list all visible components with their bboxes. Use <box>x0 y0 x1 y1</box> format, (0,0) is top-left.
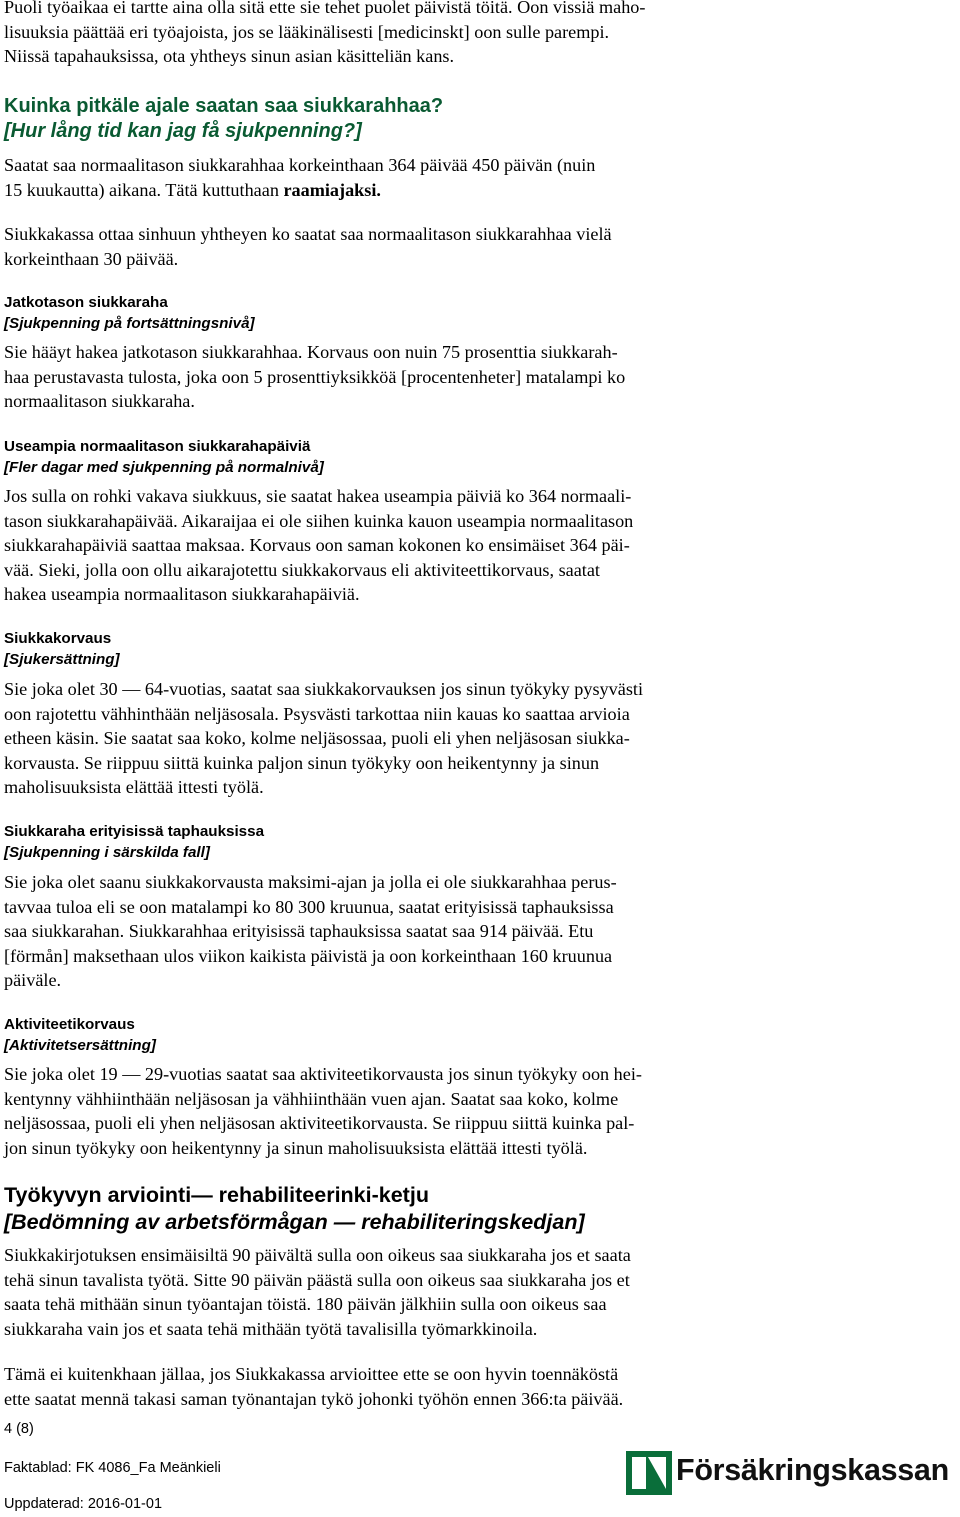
forsakringskassan-logo-icon <box>626 1451 672 1495</box>
text-line: lisuuksia päättää eri työajoista, jos se lääkinälisesti [medicinskt] oon sulle parempi. <box>4 21 610 42</box>
text-line: haa perustavasta tulosta, joka oon 5 prosenttiyksikköä [procentenheter] matalampi ko <box>4 366 626 387</box>
section-heading: Työkyvyn arviointi— rehabiliteerinki-ketju <box>4 1183 429 1207</box>
section-heading-swedish: [Bedömning av arbetsförmågan — rehabiliteringskedjan] <box>4 1210 585 1234</box>
text-line: tason siukkarahapäivää. Aikaraijaa ei ole siihen kuinka kauon useampia normaalitason <box>4 510 634 531</box>
rehab-exception-paragraph <box>4 1362 952 1411</box>
section-heading: Useampia normaalitason siukkarahapäiviä <box>4 438 311 455</box>
text-line: Niissä tapahauksissa, ota yhtheys sinun asian käsitteliän kans. <box>4 46 455 67</box>
text-line: siukkaraha vain jos et saata tehä mithään työtä tavalisilla työmarkkinoila. <box>4 1318 538 1339</box>
bold-term: raamiajaksi. <box>283 179 381 200</box>
text-line: tavvaa tuloa eli se oon matalampi ko 80 300 kruunua, saatat erityisissä taphauksissa <box>4 896 614 917</box>
text-line: maholisuuksista elättää ittesti työlä. <box>4 777 264 798</box>
text-line: oon rajotettu vähhinthään neljäsosala. Psysvästi tarkottaa niin kauas ko saattaa arvioia <box>4 703 630 724</box>
section-more-days <box>4 436 952 478</box>
text-line: hakea useampia normaalitason siukkarahapäiviä. <box>4 584 360 605</box>
section-continued <box>4 292 952 334</box>
section-heading-swedish: [Fler dagar med sjukpenning på normalnivå] <box>4 459 324 476</box>
text-line <box>4 178 952 203</box>
text-line: päiväle. <box>4 970 62 991</box>
duration-paragraph <box>4 153 952 202</box>
section-rehab <box>4 1182 952 1236</box>
section-heading: Kuinka pitkäle ajale saatan saa siukkarahhaa? <box>4 95 444 117</box>
text-line: normaalitason siukkaraha. <box>4 391 195 412</box>
text-line: ette saatat mennä takasi saman työnantajan tykö johonki työhön ennen 366:ta päivää. <box>4 1388 624 1409</box>
section-compensation <box>4 628 952 670</box>
text-line: Sie joka olet saanu siukkakorvausta maksimi-ajan ja jolla ei ole siukkarahhaa perus- <box>4 872 617 892</box>
updated-date: Uppdaterad: 2016-01-01 <box>4 1496 163 1512</box>
activity-paragraph <box>4 1062 952 1160</box>
continued-paragraph <box>4 340 952 414</box>
section-heading-swedish: [Aktivitetsersättning] <box>4 1037 156 1054</box>
duration-contact-paragraph <box>4 222 952 271</box>
section-heading: Siukkakorvaus <box>4 630 112 647</box>
text-line: [förmån] maksethaan ulos viikon kaikista päivistä ja oon korkeinthaan 160 kruunua <box>4 945 613 966</box>
section-heading-swedish: [Sjukpenning på fortsättningsnivå] <box>4 315 255 332</box>
text-segment: 15 kuukautta) aikana. Tätä kuttuthaan <box>4 179 284 200</box>
text-line: korkeinthaan 30 päivää. <box>4 248 179 269</box>
text-line: Sie joka olet 30 — 64-vuotias, saatat saa siukkakorvauksen jos sinun työkyky pysyvästi <box>4 679 644 699</box>
text-line: tehä sinun tavalista työtä. Sitte 90 päivän päästä sulla oon oikeus saa siukkaraha jos et <box>4 1269 630 1290</box>
text-line: korvausta. Se riippuu siittä kuinka paljon sinun työkyky oon heikentynny ja sinun <box>4 752 600 773</box>
intro-paragraph <box>4 0 952 69</box>
compensation-paragraph <box>4 677 952 800</box>
text-line: etheen käsin. Sie saatat saa koko, kolme neljäsossaa, puoli eli yhen neljäsosan siukka- <box>4 728 630 749</box>
section-heading-swedish: [Sjukpenning i särskilda fall] <box>4 844 210 861</box>
text-line: Puoli työaikaa ei tartte aina olla sitä ette sie tehet puolet päivistä töitä. Oon vissiä maho- <box>4 0 646 17</box>
text-line: Siukkakirjotuksen ensimäisiltä 90 päivältä sulla oon oikeus saa siukkaraha jos et saata <box>4 1245 631 1265</box>
text-line: jon sinun työkyky oon heikentynny ja sinun maholisuuksista elättää ittesti työlä. <box>4 1137 588 1158</box>
special-paragraph <box>4 870 952 993</box>
rehab-paragraph <box>4 1243 952 1341</box>
page-number: 4 (8) <box>4 1421 34 1437</box>
section-heading: Aktiviteetikorvaus <box>4 1016 135 1033</box>
text-line: Siukkakassa ottaa sinhuun yhtheyen ko saatat saa normaalitason siukkarahhaa vielä <box>4 224 612 244</box>
factsheet-id: Faktablad: FK 4086_Fa Meänkieli <box>4 1460 221 1476</box>
text-line: Sie joka olet 19 — 29-vuotias saatat saa aktiviteetikorvausta jos sinun työkyky oon hei- <box>4 1064 642 1084</box>
forsakringskassan-logo <box>626 1451 956 1495</box>
section-duration <box>4 94 952 143</box>
section-activity <box>4 1014 952 1056</box>
section-special <box>4 821 952 863</box>
section-heading: Siukkaraha erityisissä taphauksissa <box>4 823 265 840</box>
text-line: vää. Sieki, jolla oon ollu aikarajotettu siukkakorvaus eli aktiviteettikorvaus, saatat <box>4 559 600 580</box>
text-line: neljäsossaa, puoli eli yhen neljäsosan aktiviteetikorvausta. Se riippuu siittä kuinka pal- <box>4 1113 635 1134</box>
text-line: Tämä ei kuitenkhaan jällaa, jos Siukkakassa arvioittee ette se oon hyvin toennäköstä <box>4 1364 619 1384</box>
text-line: Jos sulla on rohki vakava siukkuus, sie saatat hakea useampia päiviä ko 364 normaali- <box>4 486 632 506</box>
text-line: Sie hääyt hakea jatkotason siukkarahhaa. Korvaus oon nuin 75 prosenttia siukkarah- <box>4 342 618 362</box>
text-line: siukkarahapäiviä saattaa maksaa. Korvaus oon saman kokonen ko ensimäiset 364 päi- <box>4 535 630 556</box>
text-line: kentynny vähhiinthään neljäsosan ja vähhiinthään vuen ajan. Saatat saa koko, kolme <box>4 1088 619 1109</box>
text-line: saata tehä mithään sinun työantajan töistä. 180 päivän jälkhiin sulla oon oikeus saa <box>4 1294 607 1315</box>
section-heading-swedish: [Sjukersättning] <box>4 651 120 668</box>
text-line: Saatat saa normaalitason siukkarahhaa korkeinthaan 364 päivää 450 päivän (nuin <box>4 155 596 175</box>
section-heading-swedish: [Hur lång tid kan jag få sjukpenning?] <box>4 119 362 142</box>
section-heading: Jatkotason siukkaraha <box>4 294 168 311</box>
text-line: saa siukkarahan. Siukkarahhaa erityisissä taphauksissa saatat saa 914 päivää. Etu <box>4 921 594 942</box>
logo-wordmark: Försäkringskassan <box>676 1453 949 1487</box>
more-days-paragraph <box>4 484 952 607</box>
